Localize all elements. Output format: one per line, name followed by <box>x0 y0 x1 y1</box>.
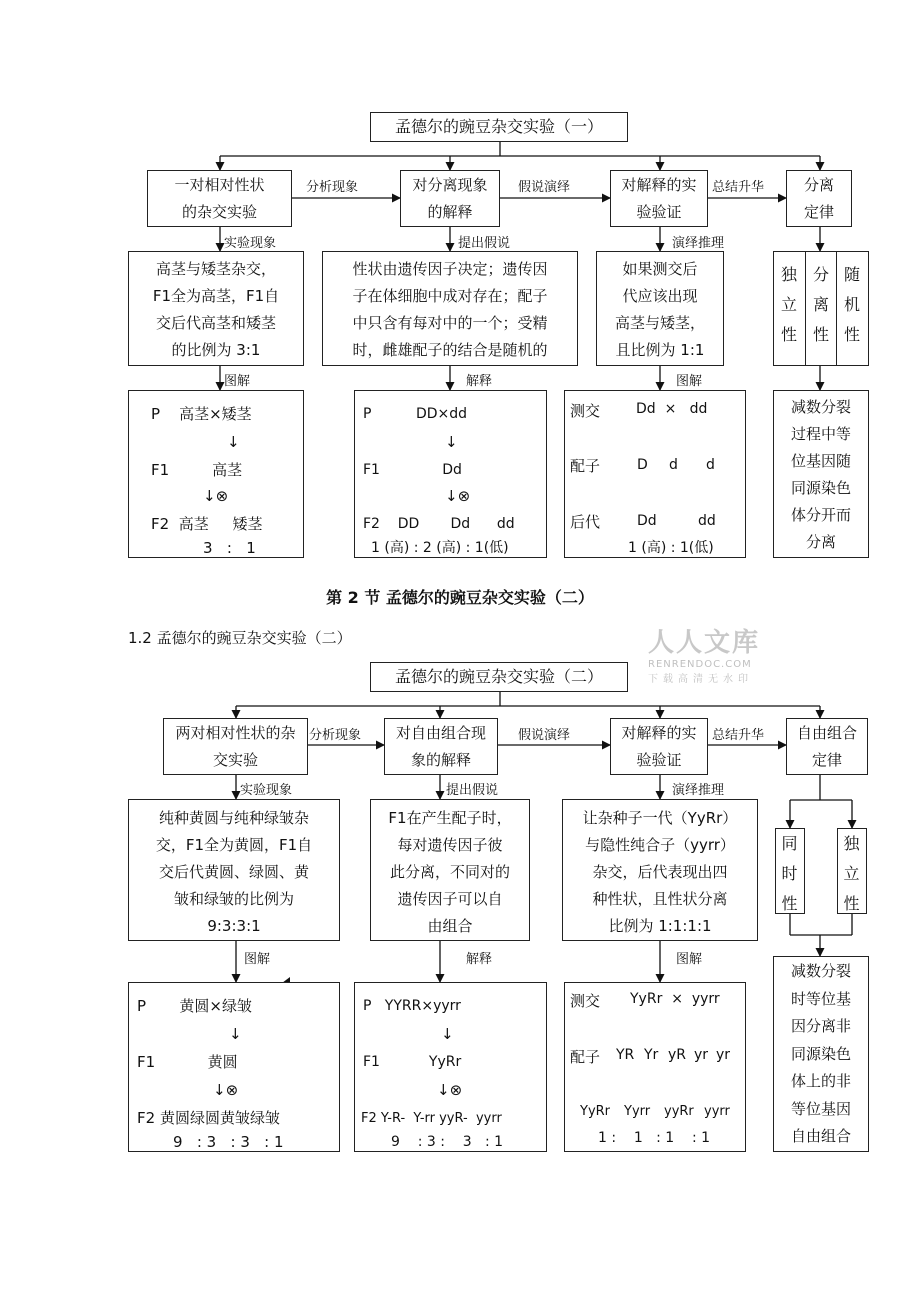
s1-d3-gamete-d2: d <box>706 457 715 473</box>
s2-d2-f1: F1 YyRr <box>363 1054 462 1070</box>
s1-down-label-reasoning: 演绎推理 <box>672 236 725 251</box>
s2-node-law-text: 自由组合定律 <box>796 723 857 769</box>
s2-hyp-line: 每对遗传因子彼 <box>397 836 503 854</box>
s1-arrow-label-analyze: 分析现象 <box>306 180 359 195</box>
s2-property-independent-box <box>837 828 867 914</box>
s1-node-law <box>786 170 852 227</box>
s2-diagram1-box <box>128 982 340 1152</box>
s2-obs-line: 交后代黄圆、绿圆、黄 <box>158 863 309 881</box>
s1-property-separation: 分离性 <box>812 265 829 344</box>
s2-title: 孟德尔的豌豆杂交实验（二） <box>394 667 603 686</box>
s2-d3-gamete-label: 配子 <box>570 1048 601 1066</box>
s1-d2-arrow: ↓ <box>445 433 458 451</box>
s2-d2-parent: P YYRR×yyrr <box>363 998 461 1014</box>
s1-pred-line: 且比例为 1:1 <box>615 341 705 359</box>
s1-mech-line: 位基因随 <box>790 452 851 470</box>
s2-hyp-line: F1在产生配子时， <box>388 809 512 827</box>
s1-title-box <box>370 112 628 142</box>
s2-mechanism-box <box>773 956 869 1152</box>
s2-property-independent: 独立性 <box>843 834 860 913</box>
s2-property-simultaneous-box <box>775 828 805 914</box>
s1-d2-f2: F2 DD Dd dd <box>363 516 515 532</box>
s2-node-law <box>786 718 868 775</box>
s1-d1-f1: F1 高茎 <box>151 461 243 479</box>
section-subheading: 1.2 孟德尔的豌豆杂交实验（二） <box>128 629 352 647</box>
s1-pred-line: 如果测交后 <box>622 260 698 278</box>
s1-d1-f2: F2 高茎 矮茎 <box>151 515 263 533</box>
s2-hyp-line: 此分离，不同对的 <box>389 863 510 881</box>
s1-obs-line: F1全为高茎，F1自 <box>152 287 280 305</box>
s1-pred-line: 代应该出现 <box>622 287 698 305</box>
s2-pred-line: 杂交，后代表现出四 <box>592 863 728 881</box>
s2-d2-f2: F2 Y-R- Y-rr yyR- yyrr <box>361 1111 502 1126</box>
s1-mech-line: 体分开而 <box>790 506 851 524</box>
s1-mech-line: 分离 <box>805 533 836 551</box>
s2-mech-line: 等位基因 <box>790 1099 851 1118</box>
s2-mech-line: 时等位基 <box>790 989 851 1008</box>
s2-d2-arrow: ↓ <box>441 1025 454 1043</box>
s1-hyp-line: 子在体细胞中成对存在；配子 <box>352 287 548 305</box>
s2-mech-line: 同源染色 <box>790 1044 851 1063</box>
s2-prediction-box <box>562 799 758 941</box>
s1-property-random: 随机性 <box>843 265 860 344</box>
s1-d3-gamete-label: 配子 <box>570 457 601 475</box>
s1-d3-offspring-dd: dd <box>698 513 716 529</box>
s1-node-law-text: 分离定律 <box>803 175 834 221</box>
s1-pred-line: 高茎与矮茎， <box>614 314 705 332</box>
s2-mech-line: 体上的非 <box>790 1072 851 1090</box>
s2-node-hypothesis <box>384 718 498 775</box>
s2-arrow-label-deduce: 假说演绎 <box>518 728 571 743</box>
s1-prediction-box <box>596 251 724 366</box>
s2-mech-line: 减数分裂 <box>790 962 851 980</box>
s2-hyp-line: 由组合 <box>427 917 473 935</box>
watermark-name: 人人文库 <box>648 628 761 658</box>
s1-d1-parent: P 高茎×矮茎 <box>151 405 252 423</box>
s1-d2-f1: F1 Dd <box>363 462 462 478</box>
s2-diagram2-box <box>354 982 547 1152</box>
s2-d1-parent: P 黄圆×绿皱 <box>137 997 252 1015</box>
s1-d3-offspring-label: 后代 <box>570 513 601 531</box>
s2-down-label-hypothesis: 提出假说 <box>446 783 499 798</box>
s2-d3-offspring: yyRr <box>664 1104 694 1119</box>
s2-d3-gamete: yr <box>694 1047 709 1063</box>
s1-mech-line: 减数分裂 <box>790 398 851 416</box>
s1-hyp-line: 时，雌雄配子的结合是随机的 <box>352 341 548 359</box>
s1-hypothesis-box <box>322 251 578 366</box>
s1-d3-ratio: 1 (高) : 1(低) <box>628 540 714 556</box>
s1-d1-arrow: ↓ <box>227 433 240 451</box>
s2-d3-ratio: 1 : 1 : 1 : 1 <box>598 1130 711 1146</box>
s1-arrow-label-deduce: 假说演绎 <box>518 180 571 195</box>
s1-obs-line: 高茎与矮茎杂交， <box>155 260 276 278</box>
s2-observation-box <box>128 799 340 941</box>
s1-arrow-label-summarize: 总结升华 <box>712 180 765 195</box>
s2-diagram-label-1: 图解 <box>244 952 271 967</box>
s2-obs-line: 纯种黄圆与纯种绿皱杂 <box>158 809 309 827</box>
s1-down-label-observation: 实验现象 <box>224 236 277 251</box>
s2-pred-line: 与隐性纯合子（yyrr） <box>585 836 735 854</box>
s2-obs-line: 交，F1全为黄圆，F1自 <box>155 836 313 854</box>
s1-d3-gamete-D: D <box>637 457 648 473</box>
s2-d1-self: ↓⊗ <box>213 1081 239 1099</box>
s1-d3-gamete-d1: d <box>669 457 678 473</box>
s2-diagram-label-3: 图解 <box>676 952 703 967</box>
s2-d1-f1: F1 黄圆 <box>137 1053 238 1071</box>
s1-d2-self: ↓⊗ <box>445 487 471 505</box>
s2-d3-gamete: yR <box>668 1047 687 1063</box>
s1-d1-self: ↓⊗ <box>203 487 229 505</box>
s1-obs-line: 交后代高茎和矮茎 <box>155 314 276 332</box>
s2-d2-self: ↓⊗ <box>437 1081 463 1099</box>
s1-diagram-label-3: 图解 <box>676 374 703 389</box>
s2-node-experiment <box>163 718 308 775</box>
s2-d1-ratio: 9 : 3 : 3 : 1 <box>173 1133 284 1151</box>
s2-title-box <box>370 662 628 692</box>
s1-d3-testcross-label: 测交 <box>570 402 601 420</box>
s2-d3-offspring: YyRr <box>580 1104 611 1119</box>
s2-obs-line: 皱和绿皱的比例为 <box>173 890 294 908</box>
s2-node-verification-text: 对解释的实验验证 <box>621 723 697 769</box>
s2-d2-ratio: 9 : 3 : 3 : 1 <box>391 1134 504 1150</box>
section-heading: 第 2 节 孟德尔的豌豆杂交实验（二） <box>326 588 594 607</box>
watermark <box>648 622 760 685</box>
s2-diagram-label-2: 解释 <box>466 952 493 967</box>
s1-node-hypothesis <box>400 170 500 227</box>
s1-d3-offspring-Dd: Dd <box>637 513 657 529</box>
s2-mech-line: 自由组合 <box>790 1127 851 1145</box>
s2-d3-gamete: yr <box>716 1047 731 1063</box>
s1-diagram1-box <box>128 390 304 558</box>
s1-obs-line: 的比例为 3:1 <box>171 341 261 359</box>
s1-node-experiment-text: 一对相对性状的杂交实验 <box>174 175 265 221</box>
s2-arrow-label-summarize: 总结升华 <box>712 728 765 743</box>
s1-node-verification-text: 对解释的实验验证 <box>621 175 697 221</box>
s2-d1-f2: F2 黄圆绿圆黄皱绿皱 <box>137 1109 280 1127</box>
s1-node-hypothesis-text: 对分离现象的解释 <box>412 175 488 221</box>
s2-property-simultaneous: 同时性 <box>781 834 798 913</box>
s1-observation-box <box>128 251 304 366</box>
watermark-slogan: 下载高清无水印 <box>648 674 753 685</box>
s2-d3-testcross-label: 测交 <box>570 992 601 1010</box>
s2-d3-offspring: Yyrr <box>624 1104 651 1119</box>
s1-d2-parent: P DD×dd <box>363 406 468 422</box>
s2-hyp-line: 遗传因子可以自 <box>397 890 503 908</box>
s2-pred-line: 比例为 1:1:1:1 <box>608 917 712 935</box>
s1-mechanism-box <box>773 390 869 558</box>
s1-d2-ratio: 1 (高) : 2 (高) : 1(低) <box>371 540 509 556</box>
s2-arrow-label-analyze: 分析现象 <box>309 728 362 743</box>
s2-d3-offspring: yyrr <box>704 1104 730 1119</box>
s2-node-hypothesis-text: 对自由组合现象的解释 <box>395 723 486 769</box>
s2-d3-gamete: Yr <box>644 1047 659 1063</box>
s1-mech-line: 过程中等 <box>790 425 851 443</box>
s1-diagram-label-1: 图解 <box>224 374 251 389</box>
s2-pred-line: 种性状，且性状分离 <box>592 890 728 908</box>
s1-mech-line: 同源染色 <box>790 479 851 497</box>
s2-obs-line: 9:3:3:1 <box>207 917 261 935</box>
s1-diagram2-box <box>354 390 547 558</box>
s1-d1-ratio: 3 : 1 <box>203 539 256 557</box>
s2-down-label-observation: 实验现象 <box>240 783 293 798</box>
s2-pred-line: 让杂种子一代（YyRr） <box>582 809 738 827</box>
watermark-domain: RENRENDOC.COM <box>648 659 752 670</box>
s1-d3-testcross: Dd × dd <box>636 401 708 417</box>
s1-node-verification <box>610 170 708 227</box>
s1-properties-box <box>773 251 869 366</box>
s1-title: 孟德尔的豌豆杂交实验（一） <box>394 117 603 136</box>
s1-hyp-line: 性状由遗传因子决定；遗传因 <box>352 260 548 278</box>
s2-mech-line: 因分离非 <box>790 1017 851 1035</box>
s2-node-experiment-text: 两对相对性状的杂交实验 <box>175 723 296 769</box>
s1-diagram-label-2: 解释 <box>466 374 493 389</box>
s1-property-independent: 独立性 <box>780 265 797 344</box>
s1-down-label-hypothesis: 提出假说 <box>458 236 511 251</box>
s1-hyp-line: 中只含有每对中的一个；受精 <box>352 314 548 332</box>
s2-d1-arrow: ↓ <box>229 1025 242 1043</box>
s1-node-experiment <box>147 170 292 227</box>
s2-node-verification <box>610 718 708 775</box>
s2-down-label-reasoning: 演绎推理 <box>672 783 725 798</box>
s2-d3-testcross: YyRr × yyrr <box>630 991 720 1007</box>
s2-d3-gamete: YR <box>616 1047 635 1063</box>
s2-hypothesis-box <box>370 799 530 941</box>
